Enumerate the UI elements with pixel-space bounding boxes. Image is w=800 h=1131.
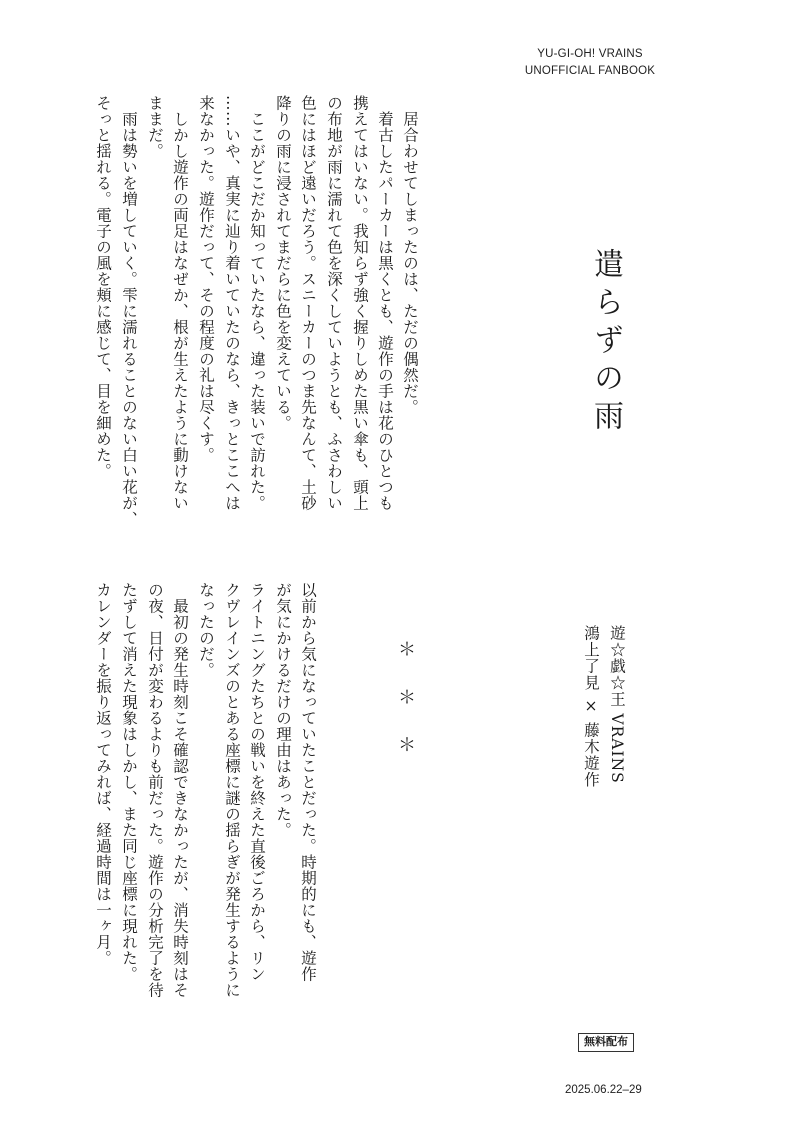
text-line: なったのだ。 <box>197 582 215 678</box>
text-line: が気にかけるだけの理由はあった。 <box>274 582 292 838</box>
publication-date: 2025.06.22–29 <box>565 1084 642 1096</box>
text-line: 色にはほど遠いだろう。スニーカーのつま先なんて、土砂 <box>299 95 317 511</box>
story-title: 遣らずの雨 <box>588 248 623 438</box>
text-line: ままだ。 <box>146 95 164 159</box>
book-header <box>500 46 680 80</box>
text-line: たずして消えた現象はしかし、また同じ座標に現れた。 <box>120 582 138 982</box>
text-line: の夜、日付が変わるよりも前だった。遊作の分析完了を待 <box>146 582 164 998</box>
pairing-name: 鴻上了見 × 藤木遊作 <box>582 625 600 788</box>
text-line: ライトニングたちとの戦いを終えた直後ごろから、リン <box>248 582 266 982</box>
text-line: 居合わせてしまったのは、ただの偶然だ。 <box>401 95 419 415</box>
text-line: 以前から気になっていたことだった。時期的にも、遊作 <box>299 582 317 982</box>
text-line: そっと揺れる。電子の風を頬に感じて、目を細めた。 <box>94 95 112 479</box>
section-break: ＊ ＊ ＊ <box>395 640 416 766</box>
text-line: 着古したパーカーは黒くとも、遊作の手は花のひとつも <box>376 95 394 511</box>
text-line: 降りの雨に浸されてまだらに色を変えている。 <box>274 95 292 431</box>
header-subtitle: UNOFFICIAL FANBOOK <box>524 65 656 77</box>
free-distribution-badge: 無料配布 <box>578 1033 634 1052</box>
text-line: 来なかった。遊作だって、その程度の礼は尽くす。 <box>197 95 215 463</box>
text-line: クヴレインズのとある座標に謎の揺らぎが発生するように <box>223 582 241 998</box>
text-line: 携えてはいない。我知らず強く握りしめた黒い傘も、頭上 <box>351 95 369 511</box>
text-line: 雨は勢いを増していく。雫に濡れることのない白い花が、 <box>120 95 138 527</box>
text-line: カレンダーを振り返ってみれば、経過時間は一ヶ月。 <box>94 582 112 966</box>
text-line: しかし遊作の両足はなぜか、根が生えたように動けない <box>171 95 189 511</box>
series-name: 遊☆戯☆王 VRAINS <box>608 625 626 784</box>
text-line: の布地が雨に濡れて色を深くしていようとも、ふさわしい <box>325 95 343 511</box>
text-line: ……いや、真実に辿り着いていたのなら、きっとここへは <box>223 95 241 511</box>
header-series: YU-GI-OH! VRAINS <box>537 48 643 60</box>
text-line: ここがどこだか知っていたなら、違った装いで訪れた。 <box>248 95 266 511</box>
text-line: 最初の発生時刻こそ確認できなかったが、消失時刻はそ <box>171 582 189 998</box>
